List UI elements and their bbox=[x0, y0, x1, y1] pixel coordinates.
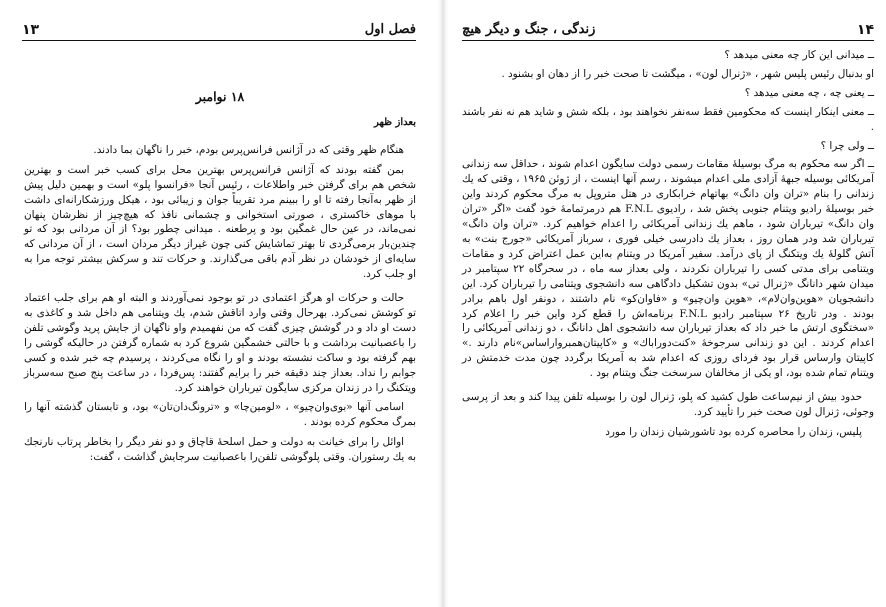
right-page-number: ۱۴ bbox=[856, 22, 874, 38]
left-page-number: ۱۳ bbox=[22, 22, 40, 38]
right-paragraph-8: پلیس، زندان را محاصره کرده بود تاشورشیان زندان را مورد bbox=[605, 425, 862, 438]
right-dialogue-1: ــ میدانی این کار چه معنی میدهد ؟ bbox=[724, 49, 874, 61]
right-page-body bbox=[462, 48, 874, 607]
right-dialogue-3: ــ یعنی چه ، چه معنی میدهد ؟ bbox=[744, 86, 874, 99]
right-paragraph-2: او بدنبال رئیس پلیس شهر ، «ژنرال لون» ، میگشت تا صحت خبر را از دهان او بشنود . bbox=[501, 67, 874, 80]
left-running-title: فصل اول bbox=[364, 22, 416, 37]
left-paragraph-2: بمن گفته بودند که آژانس فرانس‌پرس بهترین محل برای کسب خبر است و بهترین شخص هم برای گرفتن خبر واطلاعات ، رئیس آنجا «فرانسوا پلو» است و بهمین دلیل پیش از ظهر به‌آنجا رفته تا او را ببینم مرد تقریباً جوان و زیبائی بود ، هیکل ورزشکارانه‌ای داشت با موهای خاکستری ، صورتی استخوانی و چشمانی نافذ که هیچ‌چیز از نظرشان پنهان نمی‌ماند، در عین حال غمگین بود و پرطعنه . میدانی چطور بود؟ از آن مردانی بود که تو چندین‌بار برمی‌گردی تا بهتر تماشایش کنی چون غیراز دیگر مردان است ، از آن مردانی که سایه‌ای از خودشان در نظر آدم باقی می‌گذارند. و حرکات تند و سرکش بیشتر توجه مرا به او جلب کرد. bbox=[24, 163, 416, 281]
right-page bbox=[446, 0, 886, 607]
left-paragraph-1: هنگام ظهر وقتی که در آژانس فرانس‌پرس بودم، خبر را ناگهان بما دادند. bbox=[93, 143, 404, 156]
right-paragraph-7: حدود بیش از نیم‌ساعت طول کشید که پلو، ژنرال لون را بوسیله تلفن پیدا کند و بعد از پرسی وجوئی، ژنرال لون صحت خبر را تأیید کرد. bbox=[462, 391, 874, 418]
left-paragraph-3: حالت و حرکات او هرگز اعتمادی در تو بوجود نمی‌آوردند و البته او هم برای جلب اعتماد تو کوشش نمی‌کرد. بهرحال وقتی وارد اتاقش شدم، یك ویتنامی هم داخل شد و کاغذی به دست او داد و در گوشش چیزی گفت که من نفهمیدم واو ناگهان از جایش پرید وگوشی تلفن را باعصبانیت برداشت و با حالتی خشمگین شروع کرد به شماره گرفتن در حالیکه گوشی را بهم گرفته بود و ساکت نشسته بودند و او را نگاه می‌کردند ، پرسیدم چه خبر شده و کسی جوابم را نداد. بعداز چند دقیقه خبر را برایم گفتند: پس‌فردا ، در ساعت پنج صبح سه‌سرباز ویتکنگ را در زندان مرکزی سایگون تیرباران خواهند کرد. bbox=[24, 292, 416, 394]
right-paragraph-6: ــ اگر سه محکوم به مرگ بوسیلهٔ مقامات رسمی دولت سایگون اعدام شوند ، حداقل سه زندانی آمریکائی بوسیله جبههٔ آزادی ملی اعدام میشوند ، رسم آنها اینست ، از ژوئن ۱۹۶۵ ، وقتی که یك زندانی را بنام «تران وان دانگ» بهاتهام خرابکاری در هتل متروپل به مرگ محکوم کردند واین خبر بوسیلهٔ رادیو ویتنام جنوبی پخش شد ، رادیوی F.N.L هم درمرتمامهٔ خود گفت «اگر «تران وان دانگ» تیرباران شود ، ماهم یك زندانی آمریکائی را اعدام خواهیم کرد. «تران وان دانگ» تیرباران شد ودر همان روز ، بعداز یك دادرسی خیلی فوری ، سرباز آمریکائی «جورج بنت» به آتش گلولهٔ یك ویتکنگ از پای درآمد. سفیر آمریکا در ویتنام به‌این عمل اعتراض کرد و مقامات ویتنامی برای مدتی کسی را تیرباران نکردند ، ولی بعداز سه ماه ، در سحرگاه ۲۲ سپتامبر در میدان شهر دانانگ «ژنرال تی» بدون تشکیل دادگاهی سه دانشجوی ویتنامی را تیرباران کرد. این دانشجویان «هوین‌وان‌لام»، «هوین وان‌چیو» و «فاوان‌کو» نام داشتند ، دونفر اول باهم برادر بودند . ودر تاریخ ۲۶ سپتامبر رادیو F.N.L برنامه‌اش را قطع کرد واین خبر را اعلام کرد «سختگوی ارتش ما خبر داد که بعداز تیرباران سه دانشجوی اهل دانانگ ، دو زندانی آمریکائی را اعدام کردند . این دو زندانی سرجوخهٔ «کنت‌دوراباك» و «کاپیتان‌همبرواراساس»نام دارند .» کاپیتان وارساس قرار بود فردای روزی که اعدام شد به آمریکا برگردد چون مدت خدمتش در ویتنام تمام شده بود، او یکی از مخالفان سرسخت جنگ ویتنام بود . bbox=[462, 158, 875, 380]
right-running-title: زندگی ، جنگ و دیگر هیچ bbox=[462, 22, 596, 37]
left-page-body bbox=[24, 48, 416, 607]
chapter-date-heading: ۱۸ نوامبر bbox=[195, 89, 245, 104]
left-page bbox=[0, 0, 440, 607]
left-paragraph-4: اسامی آنها «بوی‌وان‌چیو» ، «لومین‌چا» و «ترونگ‌دان‌تان» بود، و تابستان گذشته آنها را بمرگ محکوم کرده بودند . bbox=[24, 401, 416, 429]
section-title-afternoon: بعداز ظهر bbox=[373, 117, 416, 128]
right-dialogue-5: ــ ولی چرا ؟ bbox=[820, 139, 874, 152]
right-page-header bbox=[462, 18, 874, 41]
left-paragraph-5: اوائل را برای خیانت به دولت و حمل اسلحهٔ قاچاق و دو نفر دیگر را بخاطر پرتاب نارنجك به یك رستوران. وقتی پلوگوشی تلفن‌را باعصبانیت سرجایش گذاشت ، گفت: bbox=[24, 436, 416, 464]
right-dialogue-4: ــ معنی اینکار اینست که محکومین فقط سه‌نفر نخواهند بود ، بلکه شش و شاید هم نه نفر باشند . bbox=[462, 105, 874, 133]
left-page-header bbox=[22, 18, 416, 41]
